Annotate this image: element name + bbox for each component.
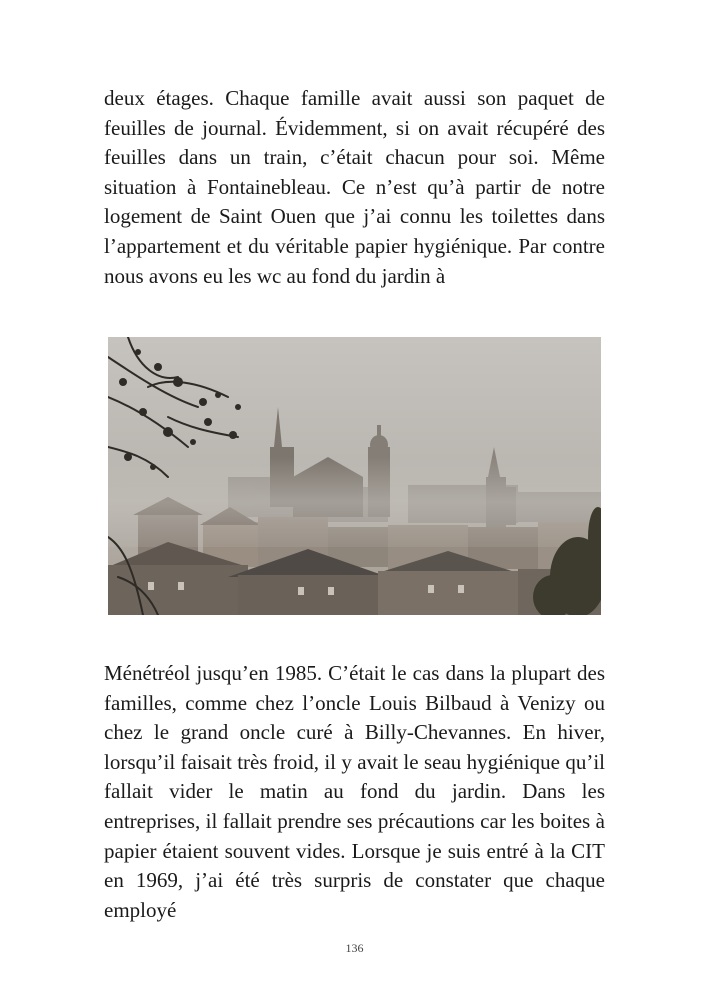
town-in-fog-photo [108, 337, 601, 615]
paragraph-bottom: Ménétréol jusqu’en 1985. C’était le cas dans la plupart des familles, comme chez l’oncle Louis Bilbaud à Venizy ou chez le grand oncle curé à Billy-Chevannes. En hiver, lorsqu’il faisait très froid, il y avait le seau hygiénique qu’il fallait vider le matin au fond du jardin. Dans les entreprises, il fallait prendre ses précautions car les boites à papier étaient souvent vides. Lorsque je suis entré à la CIT en 1969, j’ai été très surpris de constater que chaque employé [104, 661, 605, 922]
paragraph-top: deux étages. Chaque famille avait aussi son paquet de feuilles de journal. Évidemment, si on avait récupéré des feuilles dans un train, c’était chacun pour soi. Même situation à Fontainebleau. Ce n’est qu’à partir de notre logement de Saint Ouen que j’ai connu les toilettes dans l’appartement et du véritable papier hygiénique. Par contre nous avons eu les wc au fond du jardin à [104, 86, 605, 288]
page-number: 136 [345, 941, 364, 955]
